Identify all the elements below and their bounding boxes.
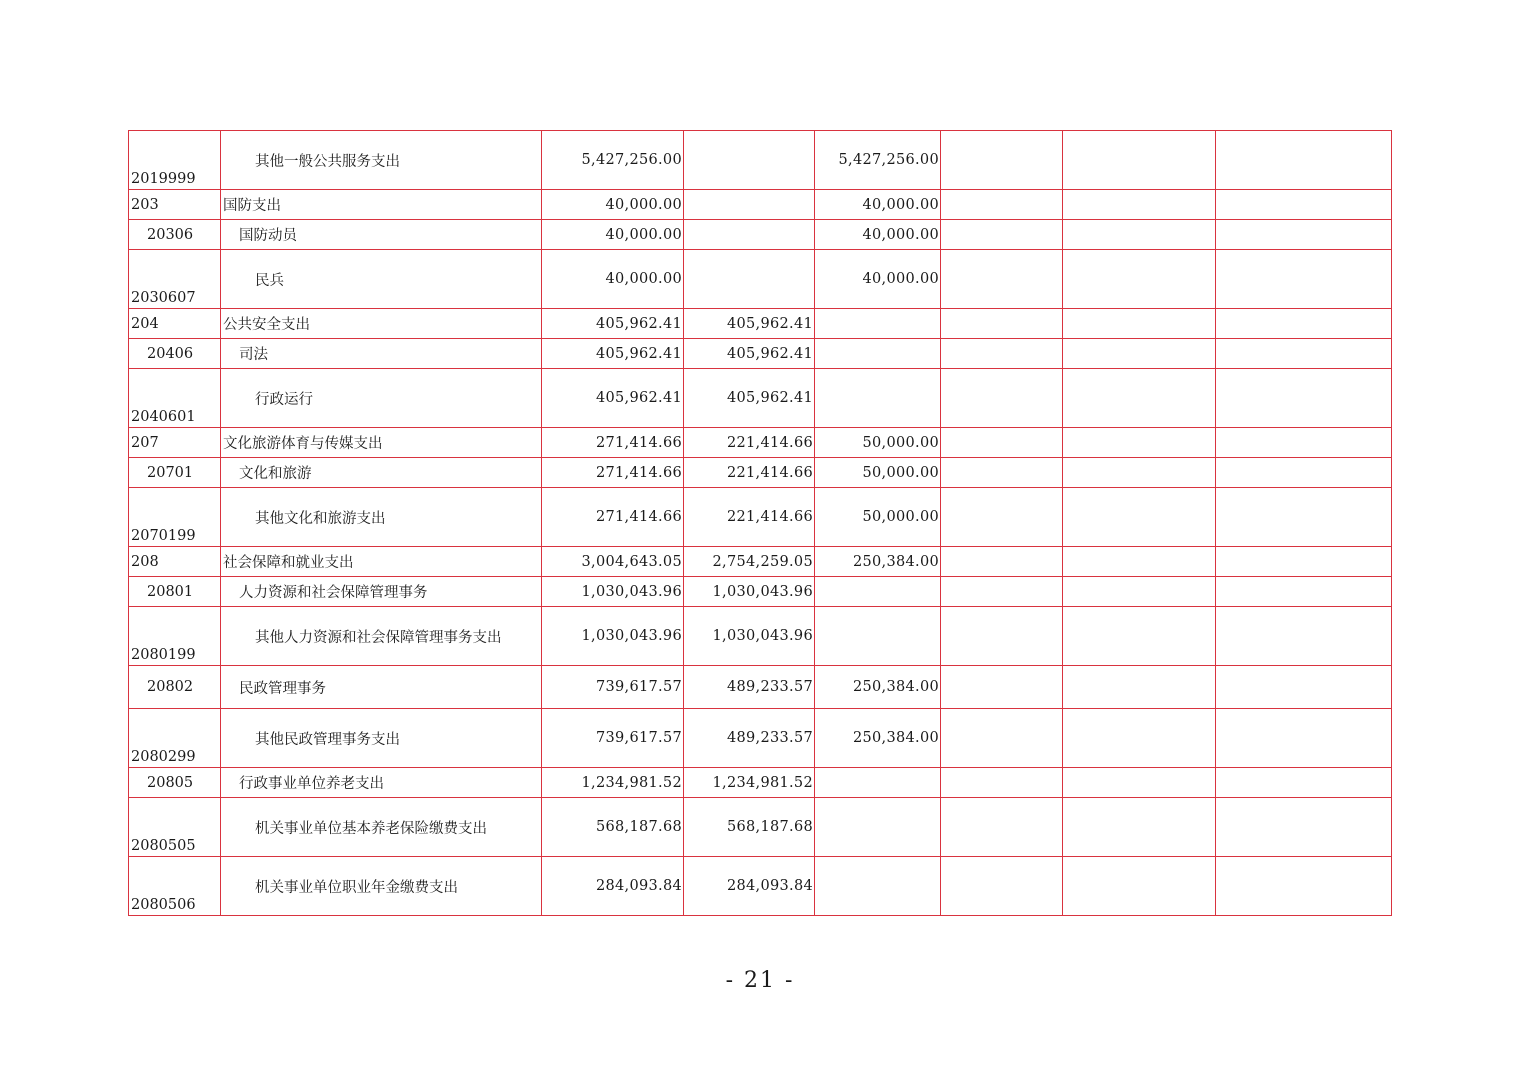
project-amount-cell: 40,000.00 — [815, 190, 941, 220]
table-row — [129, 547, 1392, 577]
basic-amount-cell: 2,754,259.05 — [684, 547, 815, 577]
subject-name-cell: 机关事业单位职业年金缴费支出 — [221, 857, 542, 916]
total-amount-cell: 1,234,981.52 — [542, 768, 684, 798]
table-row — [129, 709, 1392, 768]
empty-cell — [1216, 857, 1392, 916]
table-row — [129, 798, 1392, 857]
total-amount-cell: 739,617.57 — [542, 709, 684, 768]
empty-cell — [941, 339, 1063, 369]
subject-code-cell: 2070199 — [129, 488, 221, 547]
total-amount-cell: 5,427,256.00 — [542, 131, 684, 190]
total-amount-cell: 271,414.66 — [542, 458, 684, 488]
subject-code-cell: 2040601 — [129, 369, 221, 428]
subject-code-cell: 207 — [129, 428, 221, 458]
total-amount-cell: 405,962.41 — [542, 339, 684, 369]
empty-cell — [1063, 309, 1216, 339]
empty-cell — [1063, 547, 1216, 577]
empty-cell — [941, 190, 1063, 220]
table-row — [129, 458, 1392, 488]
empty-cell — [1063, 857, 1216, 916]
table-row — [129, 428, 1392, 458]
basic-amount-cell: 221,414.66 — [684, 428, 815, 458]
basic-amount-cell: 489,233.57 — [684, 666, 815, 709]
subject-name-cell: 其他一般公共服务支出 — [221, 131, 542, 190]
basic-amount-cell: 405,962.41 — [684, 369, 815, 428]
basic-amount-cell: 405,962.41 — [684, 309, 815, 339]
empty-cell — [1216, 709, 1392, 768]
subject-name-cell: 民兵 — [221, 250, 542, 309]
subject-code-cell: 20801 — [129, 577, 221, 607]
table-row — [129, 131, 1392, 190]
total-amount-cell: 405,962.41 — [542, 309, 684, 339]
table-body — [129, 131, 1392, 916]
table-row — [129, 339, 1392, 369]
table-row — [129, 250, 1392, 309]
project-amount-cell: 5,427,256.00 — [815, 131, 941, 190]
empty-cell — [941, 220, 1063, 250]
empty-cell — [1063, 339, 1216, 369]
empty-cell — [1216, 768, 1392, 798]
basic-amount-cell: 221,414.66 — [684, 458, 815, 488]
table-row — [129, 309, 1392, 339]
total-amount-cell: 405,962.41 — [542, 369, 684, 428]
subject-name-cell: 机关事业单位基本养老保险缴费支出 — [221, 798, 542, 857]
empty-cell — [1063, 250, 1216, 309]
total-amount-cell: 271,414.66 — [542, 428, 684, 458]
basic-amount-cell — [684, 131, 815, 190]
basic-amount-cell: 1,030,043.96 — [684, 577, 815, 607]
subject-name-cell: 行政事业单位养老支出 — [221, 768, 542, 798]
empty-cell — [1063, 666, 1216, 709]
empty-cell — [1216, 666, 1392, 709]
empty-cell — [1063, 488, 1216, 547]
basic-amount-cell: 1,030,043.96 — [684, 607, 815, 666]
empty-cell — [1216, 369, 1392, 428]
empty-cell — [941, 488, 1063, 547]
project-amount-cell — [815, 577, 941, 607]
total-amount-cell: 568,187.68 — [542, 798, 684, 857]
empty-cell — [1216, 428, 1392, 458]
subject-code-cell: 2080505 — [129, 798, 221, 857]
table-row — [129, 768, 1392, 798]
project-amount-cell: 40,000.00 — [815, 220, 941, 250]
table-row — [129, 857, 1392, 916]
total-amount-cell: 40,000.00 — [542, 190, 684, 220]
basic-amount-cell — [684, 250, 815, 309]
subject-code-cell: 2019999 — [129, 131, 221, 190]
total-amount-cell: 40,000.00 — [542, 250, 684, 309]
project-amount-cell — [815, 607, 941, 666]
project-amount-cell — [815, 768, 941, 798]
empty-cell — [1063, 131, 1216, 190]
empty-cell — [941, 857, 1063, 916]
empty-cell — [941, 309, 1063, 339]
empty-cell — [1063, 428, 1216, 458]
empty-cell — [1216, 220, 1392, 250]
basic-amount-cell: 221,414.66 — [684, 488, 815, 547]
empty-cell — [1216, 250, 1392, 309]
subject-name-cell: 其他人力资源和社会保障管理事务支出 — [221, 607, 542, 666]
project-amount-cell — [815, 798, 941, 857]
basic-amount-cell: 568,187.68 — [684, 798, 815, 857]
project-amount-cell: 250,384.00 — [815, 666, 941, 709]
empty-cell — [1216, 607, 1392, 666]
subject-code-cell: 208 — [129, 547, 221, 577]
empty-cell — [941, 768, 1063, 798]
project-amount-cell: 40,000.00 — [815, 250, 941, 309]
subject-name-cell: 民政管理事务 — [221, 666, 542, 709]
empty-cell — [941, 428, 1063, 458]
empty-cell — [1216, 309, 1392, 339]
empty-cell — [1216, 577, 1392, 607]
empty-cell — [941, 577, 1063, 607]
total-amount-cell: 271,414.66 — [542, 488, 684, 547]
subject-code-cell: 2080506 — [129, 857, 221, 916]
subject-code-cell: 2080299 — [129, 709, 221, 768]
project-amount-cell: 50,000.00 — [815, 428, 941, 458]
subject-code-cell: 2080199 — [129, 607, 221, 666]
empty-cell — [941, 250, 1063, 309]
table-row — [129, 220, 1392, 250]
empty-cell — [1063, 369, 1216, 428]
empty-cell — [941, 798, 1063, 857]
empty-cell — [941, 547, 1063, 577]
total-amount-cell: 40,000.00 — [542, 220, 684, 250]
subject-code-cell: 20805 — [129, 768, 221, 798]
empty-cell — [1063, 190, 1216, 220]
total-amount-cell: 739,617.57 — [542, 666, 684, 709]
project-amount-cell: 250,384.00 — [815, 709, 941, 768]
budget-table — [128, 130, 1392, 916]
empty-cell — [1063, 768, 1216, 798]
table-row — [129, 607, 1392, 666]
empty-cell — [1063, 220, 1216, 250]
empty-cell — [941, 131, 1063, 190]
subject-code-cell: 204 — [129, 309, 221, 339]
basic-amount-cell — [684, 220, 815, 250]
subject-code-cell: 20406 — [129, 339, 221, 369]
subject-code-cell: 203 — [129, 190, 221, 220]
empty-cell — [1063, 798, 1216, 857]
subject-name-cell: 其他文化和旅游支出 — [221, 488, 542, 547]
empty-cell — [941, 607, 1063, 666]
project-amount-cell — [815, 309, 941, 339]
empty-cell — [941, 458, 1063, 488]
total-amount-cell: 1,030,043.96 — [542, 577, 684, 607]
subject-name-cell: 文化旅游体育与传媒支出 — [221, 428, 542, 458]
subject-code-cell: 2030607 — [129, 250, 221, 309]
empty-cell — [941, 369, 1063, 428]
subject-name-cell: 公共安全支出 — [221, 309, 542, 339]
subject-code-cell: 20701 — [129, 458, 221, 488]
total-amount-cell: 3,004,643.05 — [542, 547, 684, 577]
project-amount-cell — [815, 339, 941, 369]
total-amount-cell: 1,030,043.96 — [542, 607, 684, 666]
empty-cell — [1216, 190, 1392, 220]
table-row — [129, 190, 1392, 220]
subject-name-cell: 司法 — [221, 339, 542, 369]
basic-amount-cell: 489,233.57 — [684, 709, 815, 768]
subject-name-cell: 其他民政管理事务支出 — [221, 709, 542, 768]
empty-cell — [1216, 547, 1392, 577]
project-amount-cell — [815, 369, 941, 428]
empty-cell — [1216, 798, 1392, 857]
empty-cell — [1216, 458, 1392, 488]
subject-name-cell: 文化和旅游 — [221, 458, 542, 488]
empty-cell — [1216, 488, 1392, 547]
basic-amount-cell — [684, 190, 815, 220]
table-row — [129, 577, 1392, 607]
total-amount-cell: 284,093.84 — [542, 857, 684, 916]
project-amount-cell: 50,000.00 — [815, 458, 941, 488]
project-amount-cell — [815, 857, 941, 916]
subject-name-cell: 国防支出 — [221, 190, 542, 220]
empty-cell — [1063, 577, 1216, 607]
empty-cell — [1063, 709, 1216, 768]
page-number: - 21 - — [725, 968, 795, 993]
subject-name-cell: 行政运行 — [221, 369, 542, 428]
empty-cell — [941, 666, 1063, 709]
empty-cell — [1063, 458, 1216, 488]
subject-code-cell: 20802 — [129, 666, 221, 709]
table-row — [129, 488, 1392, 547]
subject-name-cell: 社会保障和就业支出 — [221, 547, 542, 577]
empty-cell — [1216, 339, 1392, 369]
basic-amount-cell: 405,962.41 — [684, 339, 815, 369]
project-amount-cell: 50,000.00 — [815, 488, 941, 547]
subject-code-cell: 20306 — [129, 220, 221, 250]
empty-cell — [1216, 131, 1392, 190]
empty-cell — [1063, 607, 1216, 666]
empty-cell — [941, 709, 1063, 768]
basic-amount-cell: 1,234,981.52 — [684, 768, 815, 798]
basic-amount-cell: 284,093.84 — [684, 857, 815, 916]
subject-name-cell: 人力资源和社会保障管理事务 — [221, 577, 542, 607]
table-row — [129, 369, 1392, 428]
project-amount-cell: 250,384.00 — [815, 547, 941, 577]
subject-name-cell: 国防动员 — [221, 220, 542, 250]
table-row — [129, 666, 1392, 709]
